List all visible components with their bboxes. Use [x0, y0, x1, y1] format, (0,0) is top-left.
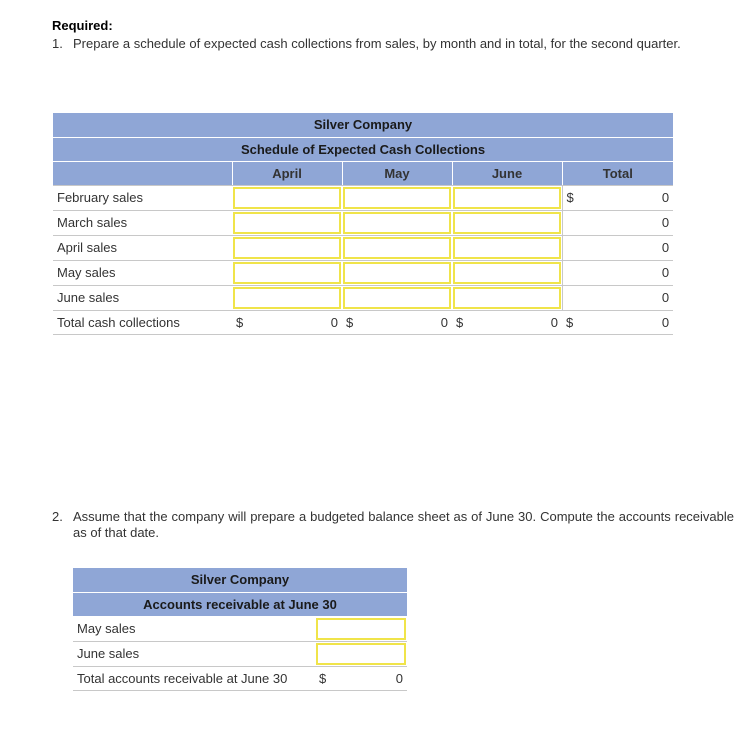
receivable-title: Accounts receivable at June 30: [73, 592, 407, 616]
table-row: [53, 260, 673, 285]
question-1: [52, 36, 734, 52]
june-input[interactable]: [453, 187, 561, 209]
row-label: June sales: [73, 641, 315, 666]
may-input[interactable]: [343, 187, 451, 209]
table-row: [53, 285, 673, 310]
table-row: [53, 235, 673, 260]
column-header-april: April: [232, 161, 342, 185]
april-input[interactable]: [233, 187, 341, 209]
june-input[interactable]: [453, 262, 561, 284]
schedule-title: Schedule of Expected Cash Collections: [53, 137, 673, 161]
currency-symbol: $: [566, 190, 574, 205]
question-2-number: 2.: [52, 509, 63, 524]
april-input[interactable]: [233, 262, 341, 284]
currency-symbol: $: [319, 670, 327, 686]
may-input[interactable]: [343, 287, 451, 309]
currency-symbol: $: [566, 314, 574, 330]
column-header-total: Total: [562, 161, 673, 185]
may-input[interactable]: [343, 237, 451, 259]
question-1-text: Prepare a schedule of expected cash collections from sales, by month and in total, for the second quarter.: [73, 36, 681, 51]
total-receivable-value: 0: [395, 670, 404, 686]
june-receivable-input[interactable]: [316, 643, 406, 665]
may-receivable-input[interactable]: [316, 618, 406, 640]
column-header-june: June: [452, 161, 562, 185]
april-input[interactable]: [233, 287, 341, 309]
question-1-number: 1.: [52, 36, 63, 51]
row-total-value: 0: [661, 190, 670, 205]
row-label: February sales: [53, 185, 232, 210]
total-cell: [562, 185, 673, 210]
accounts-receivable-table: [73, 568, 407, 691]
table-row: [73, 616, 407, 641]
total-june-cell: [452, 310, 562, 334]
row-label: June sales: [53, 285, 232, 310]
total-row-label: Total cash collections: [53, 310, 232, 334]
total-receivable-cell: [315, 666, 407, 690]
schedule-header-blank: [53, 161, 232, 185]
total-row: [53, 310, 673, 334]
total-april-value: 0: [330, 314, 338, 330]
question-2-text: Assume that the company will prepare a budgeted balance sheet as of June 30. Compute the accounts receivable as of that date.: [73, 509, 734, 540]
row-label: May sales: [73, 616, 315, 641]
column-header-may: May: [342, 161, 452, 185]
table-row: [53, 210, 673, 235]
row-label: April sales: [53, 235, 232, 260]
currency-symbol: $: [236, 314, 244, 330]
currency-symbol: $: [456, 314, 464, 330]
may-input[interactable]: [343, 212, 451, 234]
total-june-value: 0: [550, 314, 558, 330]
total-april-cell: [232, 310, 342, 334]
table-row: [73, 641, 407, 666]
row-total-value: 0: [562, 260, 673, 285]
schedule-company-name: Silver Company: [53, 113, 673, 137]
row-total-value: 0: [562, 210, 673, 235]
april-input[interactable]: [233, 237, 341, 259]
currency-symbol: $: [346, 314, 354, 330]
april-input[interactable]: [233, 212, 341, 234]
grand-total-value: 0: [661, 314, 670, 330]
grand-total-cell: [562, 310, 673, 334]
june-input[interactable]: [453, 237, 561, 259]
total-may-cell: [342, 310, 452, 334]
total-receivable-label: Total accounts receivable at June 30: [73, 666, 315, 690]
required-heading: Required:: [52, 18, 113, 33]
june-input[interactable]: [453, 212, 561, 234]
receivable-company-name: Silver Company: [73, 568, 407, 592]
row-total-value: 0: [562, 235, 673, 260]
row-label: March sales: [53, 210, 232, 235]
june-input[interactable]: [453, 287, 561, 309]
row-total-value: 0: [562, 285, 673, 310]
total-row: [73, 666, 407, 690]
total-may-value: 0: [440, 314, 448, 330]
row-label: May sales: [53, 260, 232, 285]
may-input[interactable]: [343, 262, 451, 284]
cash-collections-table: [53, 113, 673, 335]
table-row: [53, 185, 673, 210]
question-2: [52, 509, 734, 541]
